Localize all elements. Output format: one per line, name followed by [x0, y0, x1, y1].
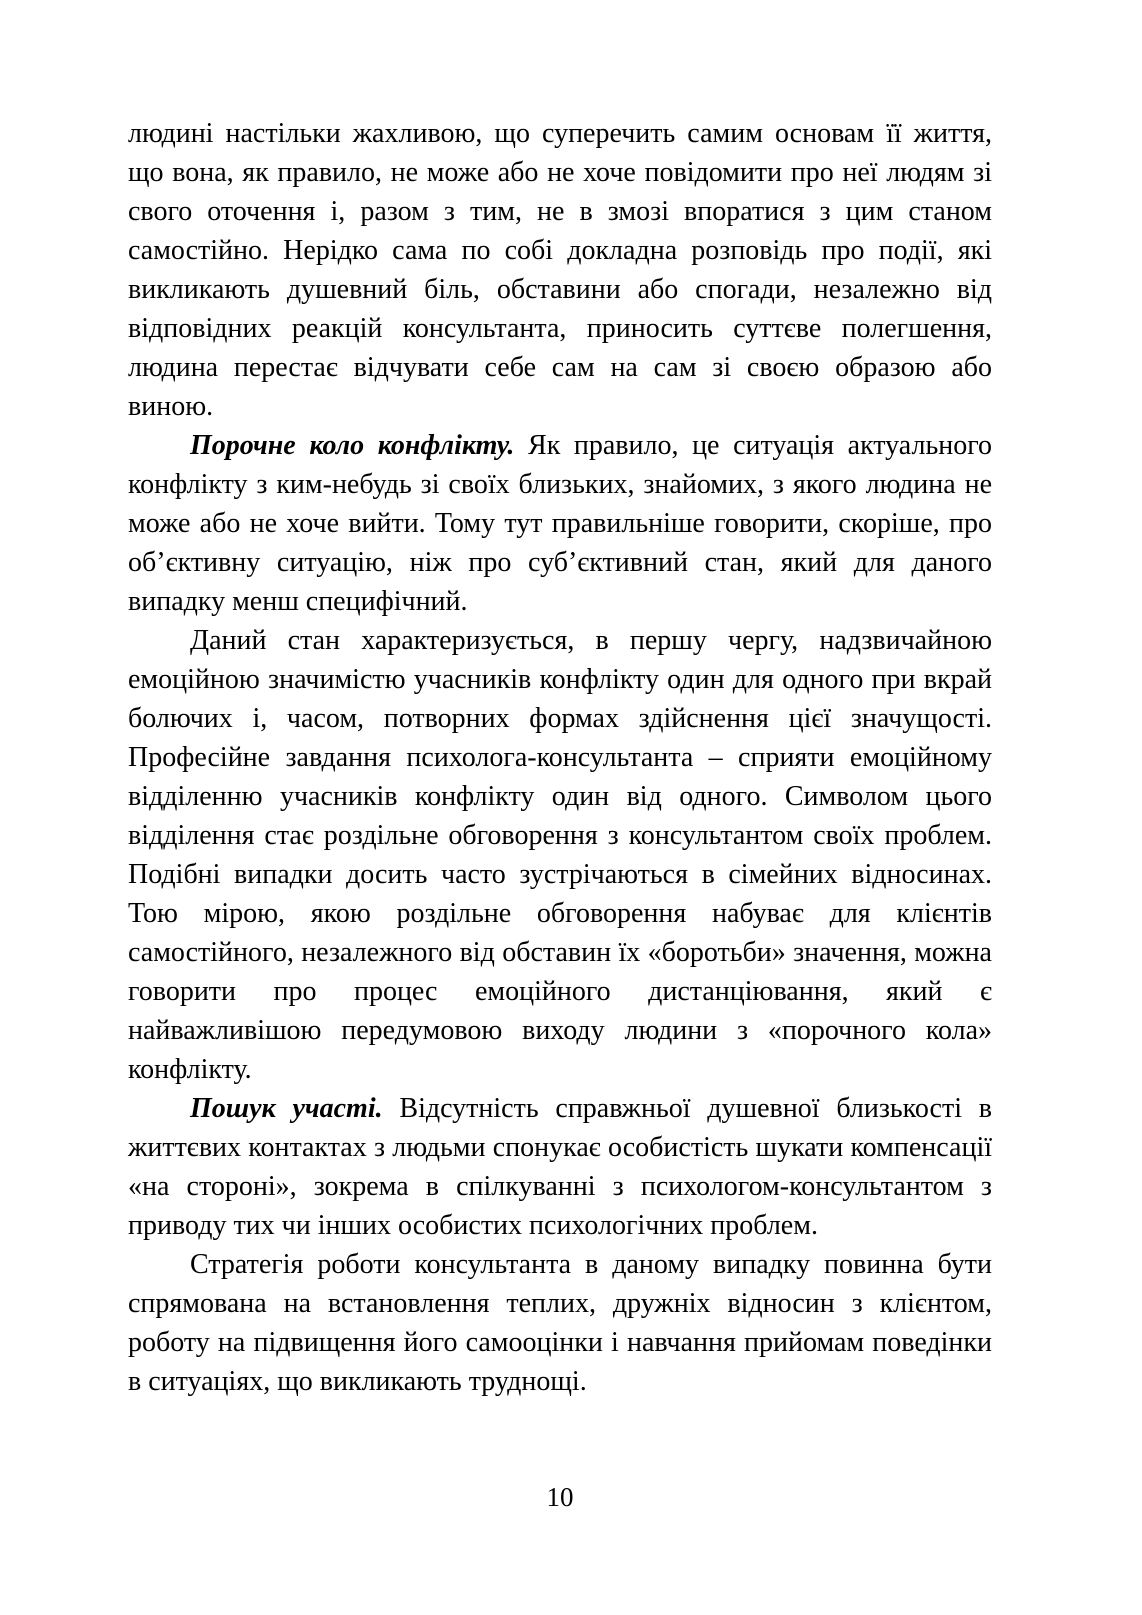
text-run: Стратегія роботи консультанта в даному випадку повинна бути спрямована на встановлення теплих, дружніх відносин з клієнтом, роботу на підвищення його самооцінки і навчання прийомам поведінки в ситуаціях, що викликають труднощі.	[128, 1249, 992, 1397]
text-run: Як правило, це ситуація актуального конфлікту з ким-небудь зі своїх близьких, знайомих, з якого людина не може або не хоче вийти. Тому тут правильніше говорити, скоріше, про об’єктивну ситуацію, ніж про суб’єктивний стан, який для даного випадку менш специфічний.	[128, 430, 992, 617]
paragraph	[128, 621, 992, 1089]
page-number: 10	[546, 1482, 574, 1512]
text-run: людині настільки жахливою, що суперечить самим основам її життя, що вона, як правило, не може або не хоче повідомити про неї людям зі свого оточення і, разом з тим, не в змозі впоратися з цим станом самостійно. Нерідко сама по собі докладна розповідь про події, які викликають душевний біль, обставини або спогади, незалежно від відповідних реакцій консультанта, приносить суттєве полегшення, людина перестає відчувати себе сам на сам зі своєю образою або виною.	[128, 118, 992, 422]
paragraph	[128, 1089, 992, 1245]
body-text	[128, 114, 992, 1401]
paragraph	[128, 1245, 992, 1401]
paragraph	[128, 426, 992, 621]
text-run: Відсутність справжньої душевної близькості в життєвих контактах з людьми спонукає особистість шукати компенсації «на стороні», зокрема в спілкуванні з психологом-консультантом з приводу тих чи інших особистих психологічних проблем.	[128, 1093, 992, 1241]
text-run: Даний стан характеризується, в першу чергу, надзвичайною емоційною значимістю учасників конфлікту один для одного при вкрай болючих і, часом, потворних формах здійснення цієї значущості. Професійне завдання психолога-консультанта – сприяти емоційному відділенню учасників конфлікту один від одного. Символом цього відділення стає роздільне обговорення з консультантом своїх проблем. Подібні випадки досить часто зустрічаються в сімейних відносинах. Тою мірою, якою роздільне обговорення набуває для клієнтів самостійного, незалежного від обставин їх «боротьби» значення, можна говорити про процес емоційного дистанціювання, який є найважливішою передумовою виходу людини з «порочного кола» конфлікту.	[128, 625, 992, 1085]
lead-in-text: Пошук участі.	[190, 1093, 383, 1124]
paragraph	[128, 114, 992, 426]
lead-in-text: Порочне коло конфлікту.	[190, 430, 515, 461]
